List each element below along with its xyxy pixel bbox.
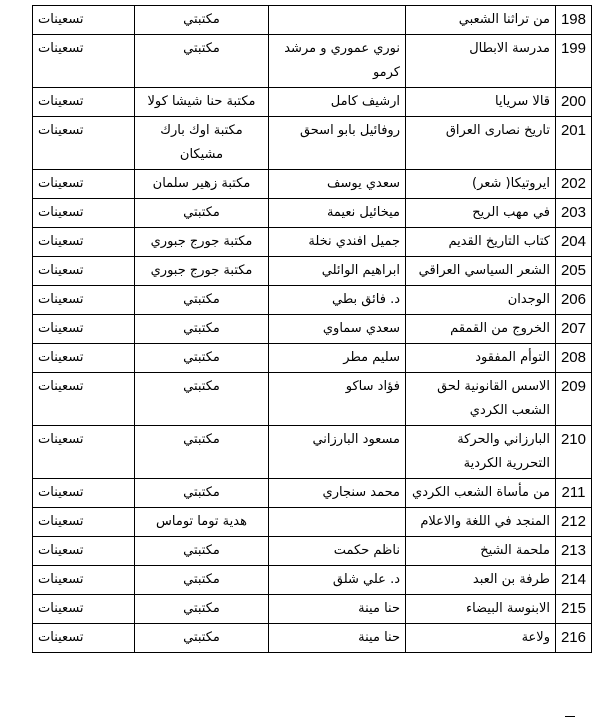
row-number: 205 <box>556 257 592 286</box>
book-source: مكتبتي <box>135 373 269 426</box>
book-decade: تسعينات <box>33 566 135 595</box>
books-table-body <box>33 6 592 653</box>
book-title: من مأساة الشعب الكردي <box>406 479 556 508</box>
book-title: الوجدان <box>406 286 556 315</box>
row-number: 213 <box>556 537 592 566</box>
table-row <box>33 88 592 117</box>
row-number: 200 <box>556 88 592 117</box>
row-number: 204 <box>556 228 592 257</box>
book-author: سعدي يوسف <box>269 170 406 199</box>
book-source: مكتبة اوك بارك مشيكان <box>135 117 269 170</box>
book-decade: تسعينات <box>33 479 135 508</box>
book-source: هدية توما توماس <box>135 508 269 537</box>
row-number: 206 <box>556 286 592 315</box>
table-row <box>33 426 592 479</box>
book-title: الخروج من القمقم <box>406 315 556 344</box>
row-number: 199 <box>556 35 592 88</box>
book-title: تاريخ نصارى العراق <box>406 117 556 170</box>
table-row <box>33 117 592 170</box>
row-number: 211 <box>556 479 592 508</box>
book-source: مكتبتي <box>135 624 269 653</box>
book-decade: تسعينات <box>33 228 135 257</box>
book-title: ولاعة <box>406 624 556 653</box>
table-row <box>33 286 592 315</box>
book-author: د. فائق بطي <box>269 286 406 315</box>
book-source: مكتبتي <box>135 199 269 228</box>
book-source: مكتبتي <box>135 35 269 88</box>
book-decade: تسعينات <box>33 426 135 479</box>
page-edge-mark <box>565 716 575 717</box>
row-number: 216 <box>556 624 592 653</box>
table-row <box>33 344 592 373</box>
book-source: مكتبتي <box>135 6 269 35</box>
book-title: ايروتيكا( شعر) <box>406 170 556 199</box>
book-author: حنا مينة <box>269 595 406 624</box>
book-source: مكتبتي <box>135 344 269 373</box>
book-author: فؤاد ساكو <box>269 373 406 426</box>
book-title: المنجد في اللغة والاعلام <box>406 508 556 537</box>
book-decade: تسعينات <box>33 199 135 228</box>
book-author: جميل افندي نخلة <box>269 228 406 257</box>
book-title: في مهب الريح <box>406 199 556 228</box>
table-row <box>33 6 592 35</box>
book-title: مدرسة الابطال <box>406 35 556 88</box>
book-decade: تسعينات <box>33 315 135 344</box>
table-row <box>33 199 592 228</box>
row-number: 202 <box>556 170 592 199</box>
row-number: 203 <box>556 199 592 228</box>
table-row <box>33 35 592 88</box>
book-author: ميخائيل نعيمة <box>269 199 406 228</box>
table-row <box>33 537 592 566</box>
row-number: 201 <box>556 117 592 170</box>
table-row <box>33 315 592 344</box>
book-author: ناظم حكمت <box>269 537 406 566</box>
book-source: مكتبتي <box>135 426 269 479</box>
row-number: 209 <box>556 373 592 426</box>
book-author: مسعود البارزاني <box>269 426 406 479</box>
book-title: من تراثنا الشعبي <box>406 6 556 35</box>
book-decade: تسعينات <box>33 595 135 624</box>
book-source: مكتبتي <box>135 286 269 315</box>
row-number: 210 <box>556 426 592 479</box>
book-source: مكتبتي <box>135 537 269 566</box>
book-title: كتاب التاريخ القديم <box>406 228 556 257</box>
book-author: ارشيف كامل <box>269 88 406 117</box>
books-table <box>32 5 592 653</box>
row-number: 212 <box>556 508 592 537</box>
table-row <box>33 508 592 537</box>
book-decade: تسعينات <box>33 117 135 170</box>
book-decade: تسعينات <box>33 508 135 537</box>
book-decade: تسعينات <box>33 373 135 426</box>
book-decade: تسعينات <box>33 6 135 35</box>
book-author: د. علي شلق <box>269 566 406 595</box>
row-number: 207 <box>556 315 592 344</box>
table-row <box>33 595 592 624</box>
table-row <box>33 624 592 653</box>
book-author: سعدي سماوي <box>269 315 406 344</box>
book-author: حنا مينة <box>269 624 406 653</box>
book-title: الاسس القانونية لحق الشعب الكردي <box>406 373 556 426</box>
book-decade: تسعينات <box>33 257 135 286</box>
row-number: 208 <box>556 344 592 373</box>
book-source: مكتبتي <box>135 315 269 344</box>
book-title: البارزاني والحركة التحررية الكردية <box>406 426 556 479</box>
book-decade: تسعينات <box>33 537 135 566</box>
book-title: قالا سريايا <box>406 88 556 117</box>
book-title: طرفة بن العبد <box>406 566 556 595</box>
table-row <box>33 257 592 286</box>
book-title: الابنوسة البيضاء <box>406 595 556 624</box>
book-title: التوأم المفقود <box>406 344 556 373</box>
table-row <box>33 373 592 426</box>
table-row <box>33 566 592 595</box>
book-author: روفائيل بابو اسحق <box>269 117 406 170</box>
row-number: 198 <box>556 6 592 35</box>
table-row <box>33 170 592 199</box>
book-author <box>269 508 406 537</box>
book-author: سليم مطر <box>269 344 406 373</box>
table-row <box>33 228 592 257</box>
book-author: ابراهيم الوائلي <box>269 257 406 286</box>
book-title: ملحمة الشيخ <box>406 537 556 566</box>
table-row <box>33 479 592 508</box>
row-number: 215 <box>556 595 592 624</box>
book-source: مكتبتي <box>135 566 269 595</box>
row-number: 214 <box>556 566 592 595</box>
book-author <box>269 6 406 35</box>
book-decade: تسعينات <box>33 170 135 199</box>
book-title: الشعر السياسي العراقي <box>406 257 556 286</box>
book-source: مكتبة جورج جبوري <box>135 257 269 286</box>
book-source: مكتبة زهير سلمان <box>135 170 269 199</box>
book-decade: تسعينات <box>33 286 135 315</box>
book-source: مكتبتي <box>135 595 269 624</box>
book-author: محمد سنجاري <box>269 479 406 508</box>
book-decade: تسعينات <box>33 344 135 373</box>
book-decade: تسعينات <box>33 624 135 653</box>
book-source: مكتبة جورج جبوري <box>135 228 269 257</box>
book-source: مكتبة حنا شيشا كولا <box>135 88 269 117</box>
book-decade: تسعينات <box>33 88 135 117</box>
book-source: مكتبتي <box>135 479 269 508</box>
book-decade: تسعينات <box>33 35 135 88</box>
book-author: نوري عموري و مرشد كرمو <box>269 35 406 88</box>
